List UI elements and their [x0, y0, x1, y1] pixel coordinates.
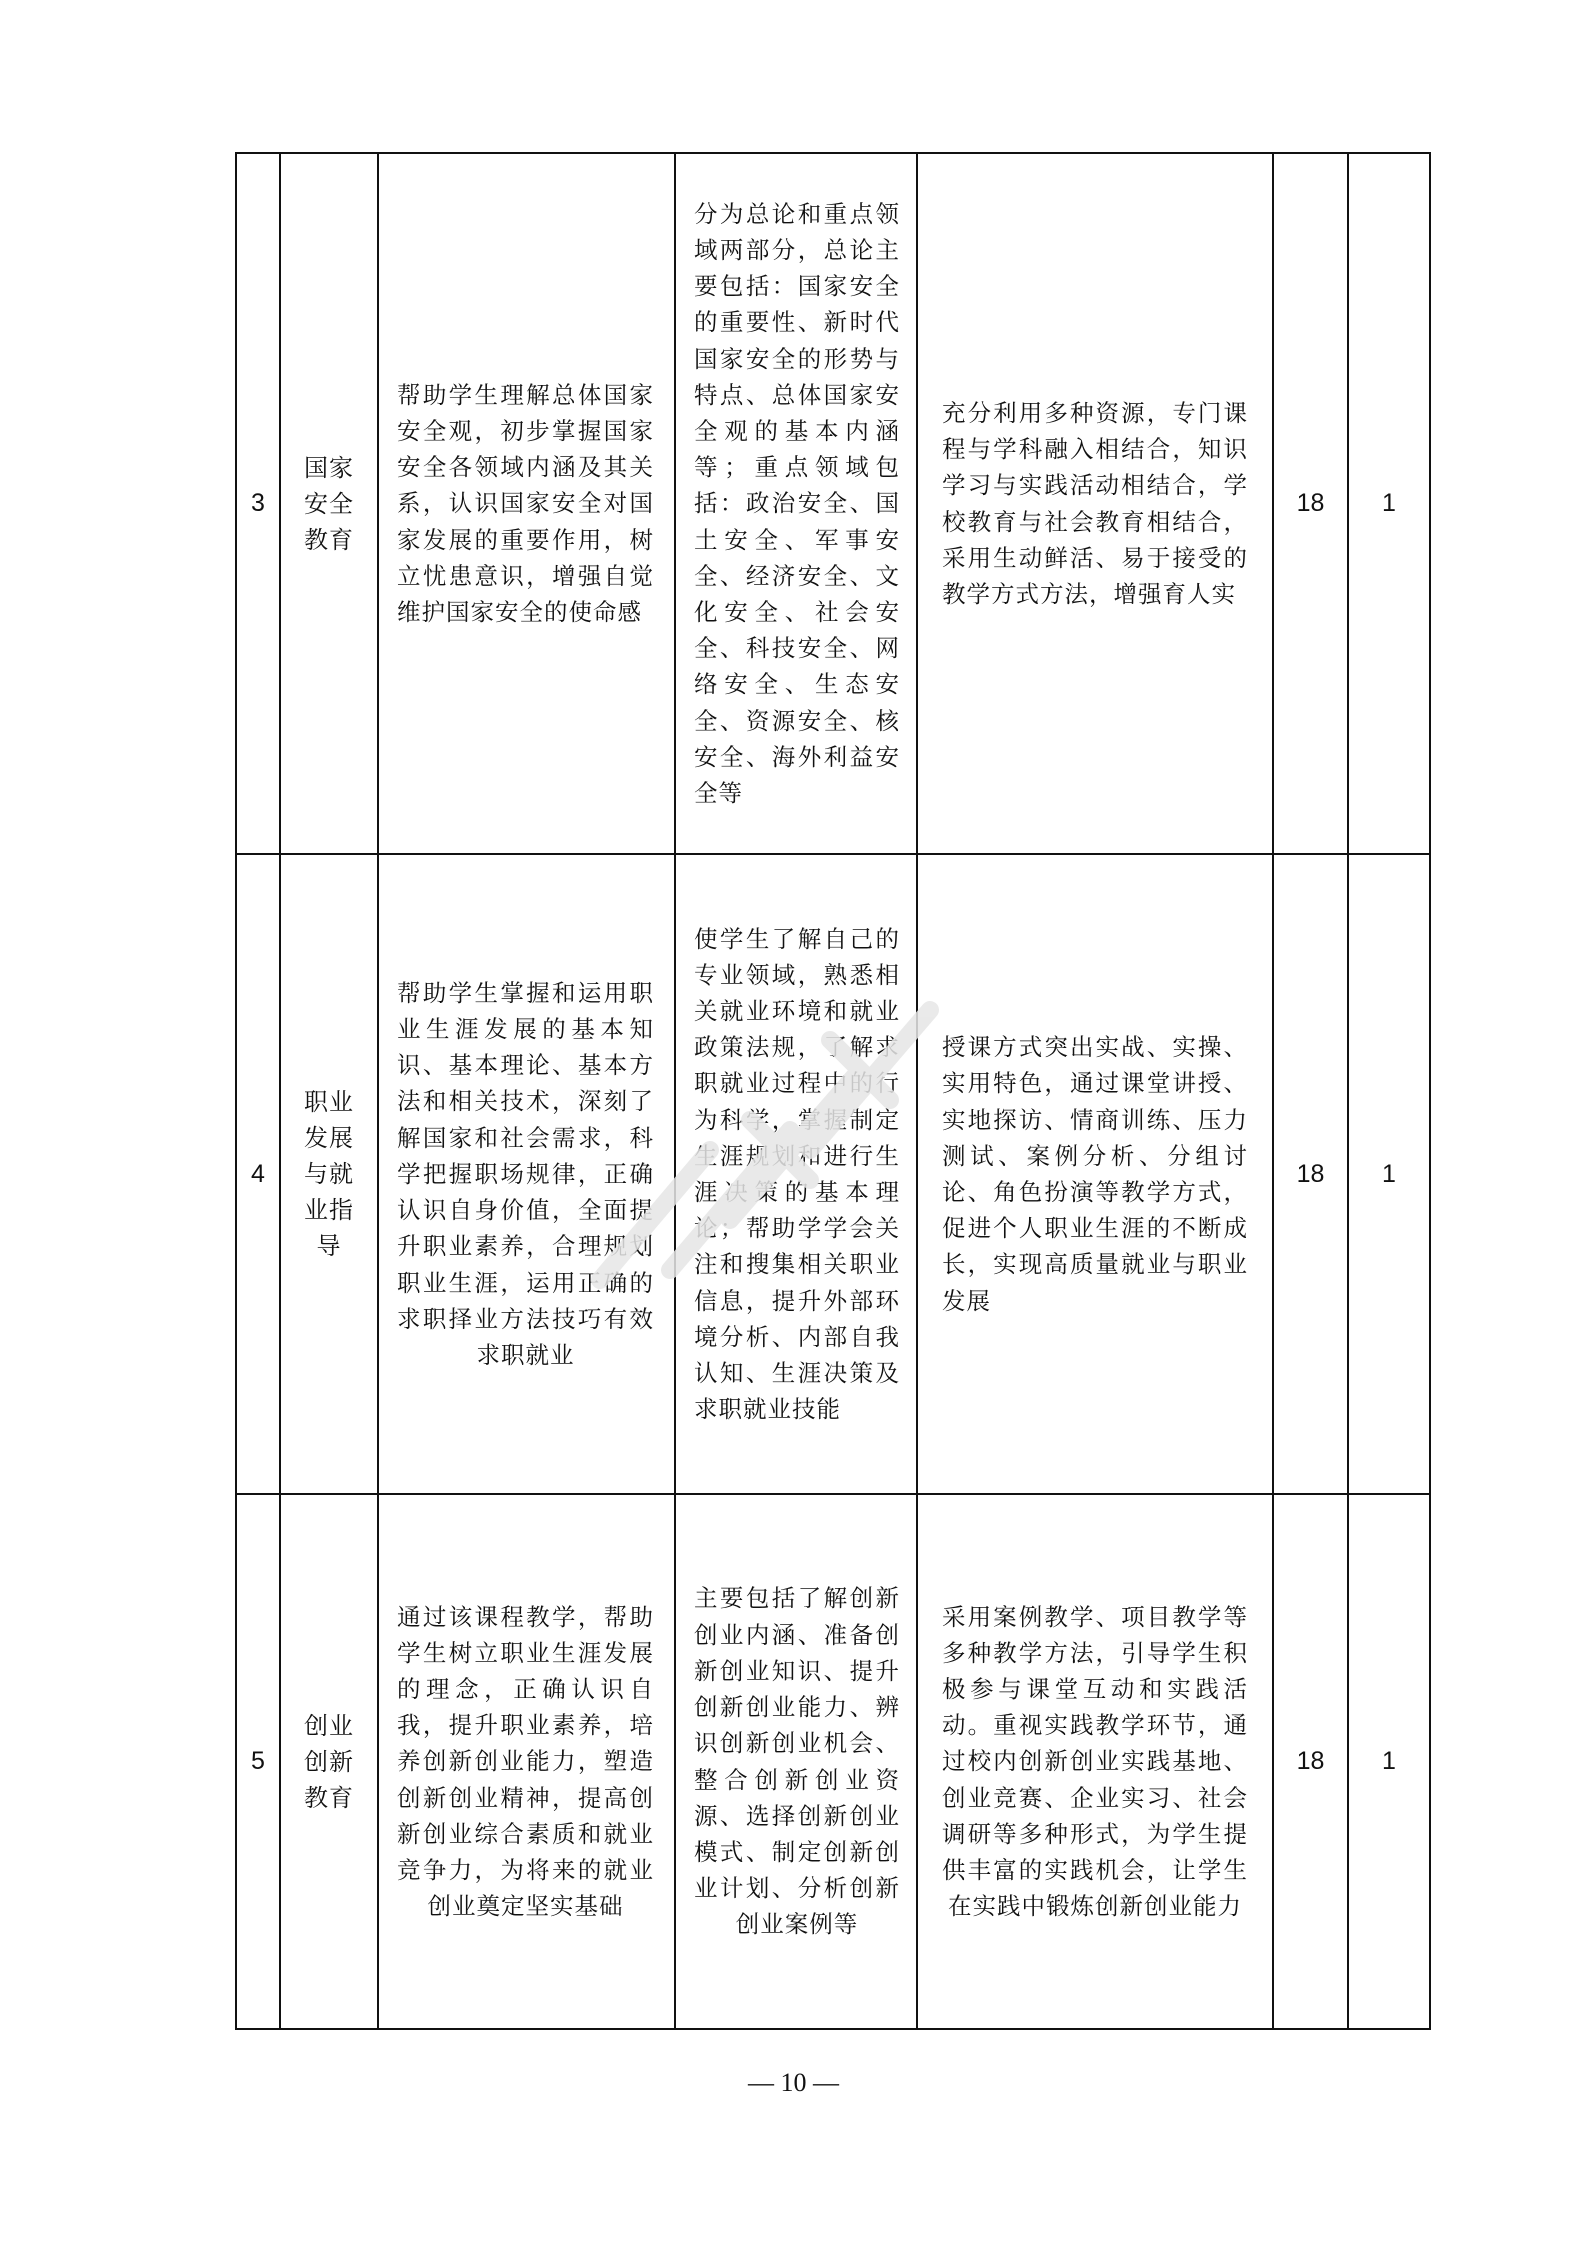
course-credits: 1: [1348, 153, 1430, 854]
course-number: 3: [236, 153, 280, 854]
teaching-requirements-cell: [917, 153, 1273, 854]
course-name: [280, 153, 378, 854]
course-name: [280, 854, 378, 1494]
teaching-requirements: 采用案例教学、项目教学等多种教学方法，引导学生积极参与课堂互动和实践活动。重视实践教学环节，通过校内创新创业实践基地、创业竞赛、企业实习、社会调研等多种形式，为学生提供丰富的实践机会，让学生在实践中锻炼创新创业能力: [942, 1602, 1248, 1921]
course-name-line: 导: [316, 1232, 342, 1260]
course-credits: 1: [1348, 1494, 1430, 2029]
course-hours: 18: [1273, 854, 1348, 1494]
course-name-line: 职业: [304, 1088, 354, 1116]
course-goal-cell: [378, 1494, 675, 2029]
table-row: [236, 854, 1430, 1494]
course-goal: 通过该课程教学，帮助学生树立职业生涯发展的理念，正确认识自我，提升职业素养，培养创新创业能力，塑造创新创业精神，提高创新创业综合素质和就业竞争力，为将来的就业创业奠定坚实基础: [397, 1602, 654, 1921]
course-goal-cell: [378, 854, 675, 1494]
course-name-line: 教育: [304, 525, 354, 554]
table-row: [236, 153, 1430, 854]
teaching-requirements: 授课方式突出实战、实操、实用特色，通过课堂讲授、实地探访、情商训练、压力测试、案例分析、分组讨论、角色扮演等教学方式，促进个人职业生涯的不断成长，实现高质量就业与职业发展: [942, 1033, 1248, 1315]
course-table: [235, 152, 1431, 2030]
course-name-line: 教育: [304, 1783, 354, 1812]
course-goal: 帮助学生掌握和运用职业生涯发展的基本知识、基本理论、基本方法和相关技术，深刻了解国家和社会需求，科学把握职场规律，正确认识自身价值，全面提升职业素养，合理规划职业生涯，运用正确的求职择业方法技巧有效求职就业: [397, 978, 654, 1369]
teaching-requirements-cell: [917, 1494, 1273, 2029]
course-name-line: 与就: [304, 1160, 354, 1188]
course-name-line: 发展: [304, 1124, 354, 1152]
course-content: 分为总论和重点领域两部分，总论主要包括：国家安全的重要性、新时代国家安全的形势与特点、总体国家安全观的基本内涵等；重点领域包括：政治安全、国土安全、军事安全、经济安全、文化安全、社会安全、科技安全、网络安全、生态安全、资源安全、核安全、海外利益安全等: [694, 199, 900, 808]
course-content: 使学生了解自己的专业领域，熟悉相关就业环境和就业政策法规，了解求职就业过程中的行为科学，掌握制定生涯规划和进行生涯决策的基本理论；帮助学学会关注和搜集相关职业信息，提升外部环境分析、内部自我认知、生涯决策及求职就业技能: [694, 924, 900, 1424]
course-name-line: 安全: [304, 489, 354, 518]
teaching-requirements: 充分利用多种资源，专门课程与学科融入相结合，知识学习与实践活动相结合，学校教育与社会教育相结合，采用生动鲜活、易于接受的教学方式方法，增强育人实: [942, 398, 1248, 608]
course-name-line: 国家: [304, 453, 354, 482]
page-number: — 10 —: [748, 2068, 839, 2097]
course-content-cell: [675, 854, 917, 1494]
course-goal-cell: [378, 153, 675, 854]
table-row: [236, 1494, 1430, 2029]
course-credits: 1: [1348, 854, 1430, 1494]
course-goal: 帮助学生理解总体国家安全观，初步掌握国家安全各领域内涵及其关系，认识国家安全对国家发展的重要作用，树立忧患意识，增强自觉维护国家安全的使命感: [397, 380, 654, 626]
course-content-cell: [675, 153, 917, 854]
course-name-line: 创新: [304, 1747, 354, 1776]
course-hours: 18: [1273, 153, 1348, 854]
course-number: 4: [236, 854, 280, 1494]
course-name: [280, 1494, 378, 2029]
teaching-requirements-cell: [917, 854, 1273, 1494]
course-number: 5: [236, 1494, 280, 2029]
course-name-line: 业指: [304, 1196, 354, 1224]
course-content: 主要包括了解创新创业内涵、准备创新创业知识、提升创新创业能力、辨识创新创业机会、整合创新创业资源、选择创新创业模式、制定创新创业计划、分析创新创业案例等: [694, 1584, 900, 1939]
course-name-line: 创业: [304, 1711, 354, 1740]
course-content-cell: [675, 1494, 917, 2029]
course-hours: 18: [1273, 1494, 1348, 2029]
